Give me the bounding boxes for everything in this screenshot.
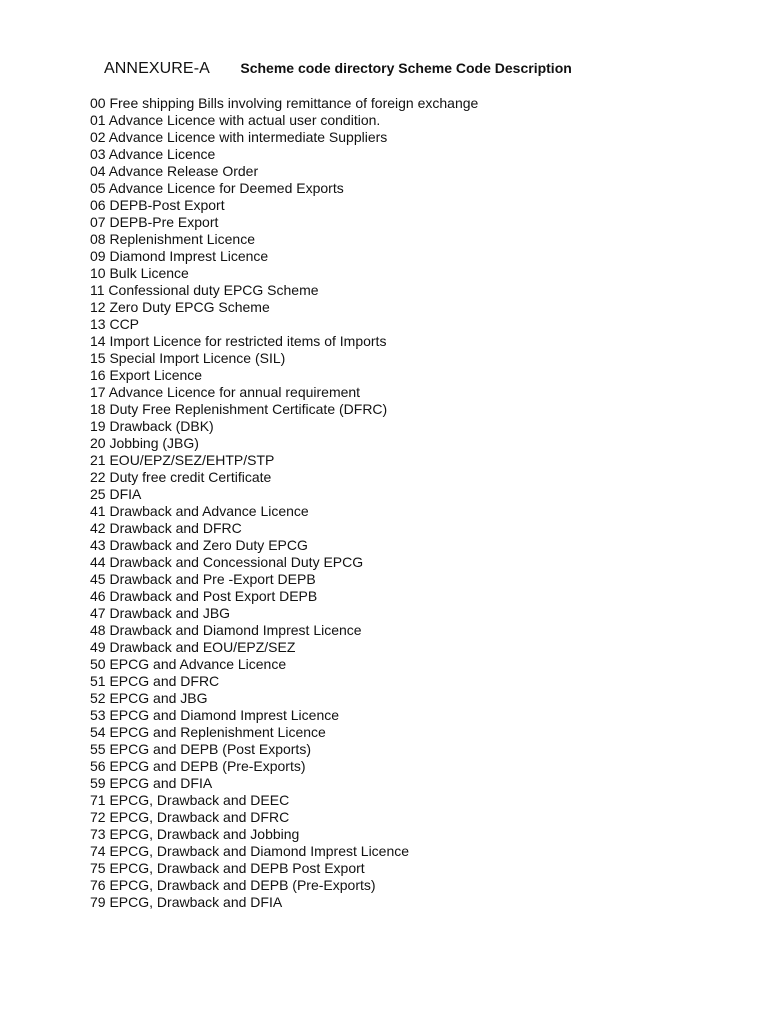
list-item: 17 Advance Licence for annual requirement (90, 384, 361, 400)
list-item: 47 Drawback and JBG (90, 605, 231, 621)
list-item: 73 EPCG, Drawback and Jobbing (90, 826, 300, 842)
list-item: 20 Jobbing (JBG) (90, 435, 199, 451)
list-item: 25 DFIA (90, 486, 142, 502)
list-item: 08 Replenishment Licence (90, 231, 255, 247)
list-item: 48 Drawback and Diamond Imprest Licence (90, 622, 362, 638)
list-item: 46 Drawback and Post Export DEPB (90, 588, 318, 604)
list-item: 53 EPCG and Diamond Imprest Licence (90, 707, 340, 723)
list-item: 75 EPCG, Drawback and DEPB Post Export (90, 860, 365, 876)
list-item: 12 Zero Duty EPCG Scheme (90, 299, 270, 315)
list-item: 74 EPCG, Drawback and Diamond Imprest Licence (90, 843, 410, 859)
list-item: 02 Advance Licence with intermediate Suppliers (90, 129, 388, 145)
list-item: 42 Drawback and DFRC (90, 520, 242, 536)
list-item: 45 Drawback and Pre -Export DEPB (90, 571, 316, 587)
annexure-title: ANNEXURE-A (104, 60, 210, 77)
list-item: 10 Bulk Licence (90, 265, 189, 281)
list-item: 19 Drawback (DBK) (90, 418, 214, 434)
list-item: 07 DEPB-Pre Export (90, 214, 219, 230)
list-item: 50 EPCG and Advance Licence (90, 656, 287, 672)
list-item: 11 Confessional duty EPCG Scheme (90, 282, 319, 298)
scheme-code-list (90, 95, 478, 911)
list-item: 51 EPCG and DFRC (90, 673, 220, 689)
list-item: 76 EPCG, Drawback and DEPB (Pre-Exports) (90, 877, 376, 893)
list-item: 00 Free shipping Bills involving remittance of foreign exchange (90, 95, 479, 111)
list-item: 71 EPCG, Drawback and DEEC (90, 792, 290, 808)
list-item: 13 CCP (90, 316, 140, 332)
list-item: 18 Duty Free Replenishment Certificate (DFRC) (90, 401, 388, 417)
list-item: 04 Advance Release Order (90, 163, 259, 179)
list-item: 55 EPCG and DEPB (Post Exports) (90, 741, 311, 757)
document-header (104, 60, 572, 78)
list-item: 05 Advance Licence for Deemed Exports (90, 180, 344, 196)
list-item: 52 EPCG and JBG (90, 690, 208, 706)
list-item: 22 Duty free credit Certificate (90, 469, 272, 485)
list-item: 01 Advance Licence with actual user condition. (90, 112, 381, 128)
list-item: 72 EPCG, Drawback and DFRC (90, 809, 290, 825)
list-item: 21 EOU/EPZ/SEZ/EHTP/STP (90, 452, 275, 468)
list-item: 41 Drawback and Advance Licence (90, 503, 309, 519)
list-item: 09 Diamond Imprest Licence (90, 248, 269, 264)
list-item: 14 Import Licence for restricted items of Imports (90, 333, 387, 349)
list-item: 49 Drawback and EOU/EPZ/SEZ (90, 639, 296, 655)
list-item: 03 Advance Licence (90, 146, 216, 162)
list-item: 54 EPCG and Replenishment Licence (90, 724, 326, 740)
list-item: 06 DEPB-Post Export (90, 197, 225, 213)
list-item: 59 EPCG and DFIA (90, 775, 213, 791)
directory-subtitle: Scheme code directory Scheme Code Description (240, 60, 572, 76)
list-item: 16 Export Licence (90, 367, 203, 383)
list-item: 43 Drawback and Zero Duty EPCG (90, 537, 308, 553)
list-item: 15 Special Import Licence (SIL) (90, 350, 286, 366)
list-item: 79 EPCG, Drawback and DFIA (90, 894, 283, 910)
list-item: 44 Drawback and Concessional Duty EPCG (90, 554, 364, 570)
list-item: 56 EPCG and DEPB (Pre-Exports) (90, 758, 306, 774)
